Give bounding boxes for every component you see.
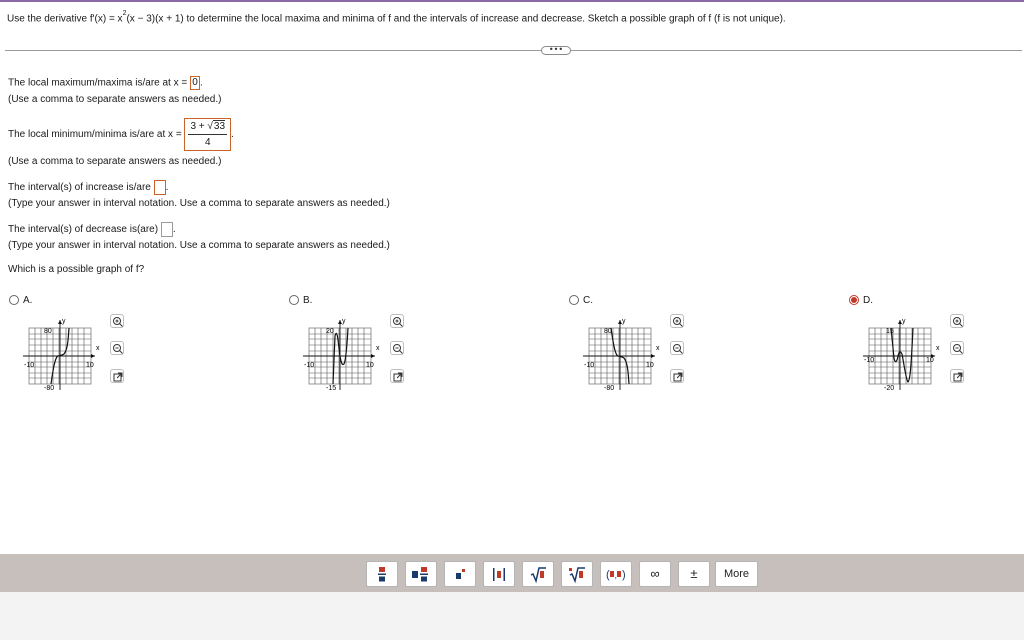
fraction-icon[interactable] bbox=[366, 561, 398, 587]
svg-text:-10: -10 bbox=[24, 362, 35, 369]
zoom-in-icon[interactable] bbox=[110, 314, 124, 328]
zoom-out-icon[interactable] bbox=[950, 341, 964, 355]
option-b[interactable]: B. bbox=[289, 295, 312, 306]
interval-icon[interactable] bbox=[600, 561, 632, 587]
nth-root-icon[interactable] bbox=[561, 561, 593, 587]
expand-more-button[interactable]: ••• bbox=[541, 46, 571, 55]
svg-text:-10: -10 bbox=[584, 362, 595, 369]
local-max-hint: (Use a comma to separate answers as needed.) bbox=[8, 94, 222, 105]
infinity-icon[interactable]: ∞ bbox=[639, 561, 671, 587]
svg-text:-10: -10 bbox=[304, 362, 315, 369]
decrease-answer-input[interactable] bbox=[161, 222, 173, 237]
absolute-value-icon[interactable] bbox=[483, 561, 515, 587]
radio-d-selected[interactable] bbox=[849, 295, 859, 305]
svg-text:-10: -10 bbox=[864, 357, 875, 364]
svg-text:15: 15 bbox=[886, 328, 894, 335]
zoom-out-icon[interactable] bbox=[390, 341, 404, 355]
svg-text:,: , bbox=[614, 570, 618, 580]
svg-text:10: 10 bbox=[926, 357, 934, 364]
svg-text:): ) bbox=[622, 569, 626, 581]
more-button[interactable]: More bbox=[715, 561, 758, 587]
local-min-hint: (Use a comma to separate answers as needed.) bbox=[8, 156, 222, 167]
svg-text:-15: -15 bbox=[326, 385, 337, 392]
svg-text:y: y bbox=[62, 318, 66, 325]
open-external-icon[interactable] bbox=[950, 369, 964, 383]
radio-b[interactable] bbox=[289, 295, 299, 305]
svg-text:-20: -20 bbox=[884, 385, 895, 392]
local-min-row: The local minimum/minima is/are at x = $\frac{3 + √33}{4}$ . bbox=[8, 118, 234, 151]
graph-b[interactable] bbox=[300, 310, 390, 398]
svg-text:-80: -80 bbox=[44, 385, 55, 392]
graph-a[interactable] bbox=[20, 310, 110, 398]
radio-c[interactable] bbox=[569, 295, 579, 305]
plus-minus-icon[interactable]: ± bbox=[678, 561, 710, 587]
svg-text:10: 10 bbox=[86, 362, 94, 369]
local-min-answer[interactable]: $\frac{3 + √33}{4}$ bbox=[184, 118, 231, 151]
footer-area bbox=[0, 592, 1024, 640]
option-c[interactable]: C. bbox=[569, 295, 593, 306]
top-border bbox=[0, 0, 1024, 2]
svg-text:y: y bbox=[902, 318, 906, 325]
svg-text:-80: -80 bbox=[604, 385, 615, 392]
svg-text:80: 80 bbox=[604, 328, 612, 335]
divider bbox=[5, 50, 1022, 51]
svg-text:y: y bbox=[342, 318, 346, 325]
zoom-out-icon[interactable] bbox=[110, 341, 124, 355]
zoom-out-icon[interactable] bbox=[670, 341, 684, 355]
svg-text:10: 10 bbox=[366, 362, 374, 369]
decrease-hint: (Type your answer in interval notation. Use a comma to separate answers as needed.) bbox=[8, 240, 390, 251]
radio-a[interactable] bbox=[9, 295, 19, 305]
increase-answer-input[interactable] bbox=[154, 180, 166, 195]
svg-text:x: x bbox=[376, 345, 380, 352]
local-min-label: The local minimum/minima is/are at x = bbox=[8, 129, 182, 140]
open-external-icon[interactable] bbox=[110, 369, 124, 383]
increase-hint: (Type your answer in interval notation. Use a comma to separate answers as needed.) bbox=[8, 198, 390, 209]
zoom-in-icon[interactable] bbox=[670, 314, 684, 328]
open-external-icon[interactable] bbox=[390, 369, 404, 383]
local-max-row: The local maximum/maxima is/are at x = 0 . bbox=[8, 77, 203, 89]
zoom-in-icon[interactable] bbox=[950, 314, 964, 328]
increase-row: The interval(s) of increase is/are . bbox=[8, 182, 169, 193]
svg-text:x: x bbox=[936, 345, 940, 352]
sqrt-icon[interactable] bbox=[522, 561, 554, 587]
question-text: Use the derivative $f'(x) = x^2(x - 3)(x + 1)$ to determine the local maxima and minima of f and the intervals of increase and decrease. Sketch a possible graph of f (f is not unique). bbox=[7, 10, 786, 25]
option-a[interactable]: A. bbox=[9, 295, 32, 306]
svg-text:(: ( bbox=[606, 569, 610, 581]
zoom-in-icon[interactable] bbox=[390, 314, 404, 328]
graph-d[interactable] bbox=[860, 310, 950, 398]
svg-text:y: y bbox=[622, 318, 626, 325]
exponent-icon[interactable] bbox=[444, 561, 476, 587]
decrease-row: The interval(s) of decrease is(are) . bbox=[8, 224, 176, 235]
open-external-icon[interactable] bbox=[670, 369, 684, 383]
local-max-answer[interactable]: 0 bbox=[190, 76, 200, 90]
svg-text:20: 20 bbox=[326, 328, 334, 335]
mixed-number-icon[interactable] bbox=[405, 561, 437, 587]
decrease-label: The interval(s) of decrease is(are) bbox=[8, 224, 159, 235]
svg-text:80: 80 bbox=[44, 328, 52, 335]
graph-question: Which is a possible graph of f? bbox=[8, 264, 145, 275]
option-d[interactable]: D. bbox=[849, 295, 873, 306]
svg-text:x: x bbox=[96, 345, 100, 352]
svg-text:x: x bbox=[656, 345, 660, 352]
svg-text:10: 10 bbox=[646, 362, 654, 369]
increase-label: The interval(s) of increase is/are bbox=[8, 182, 151, 193]
local-max-label: The local maximum/maxima is/are at x = bbox=[8, 77, 188, 89]
graph-c[interactable] bbox=[580, 310, 670, 398]
